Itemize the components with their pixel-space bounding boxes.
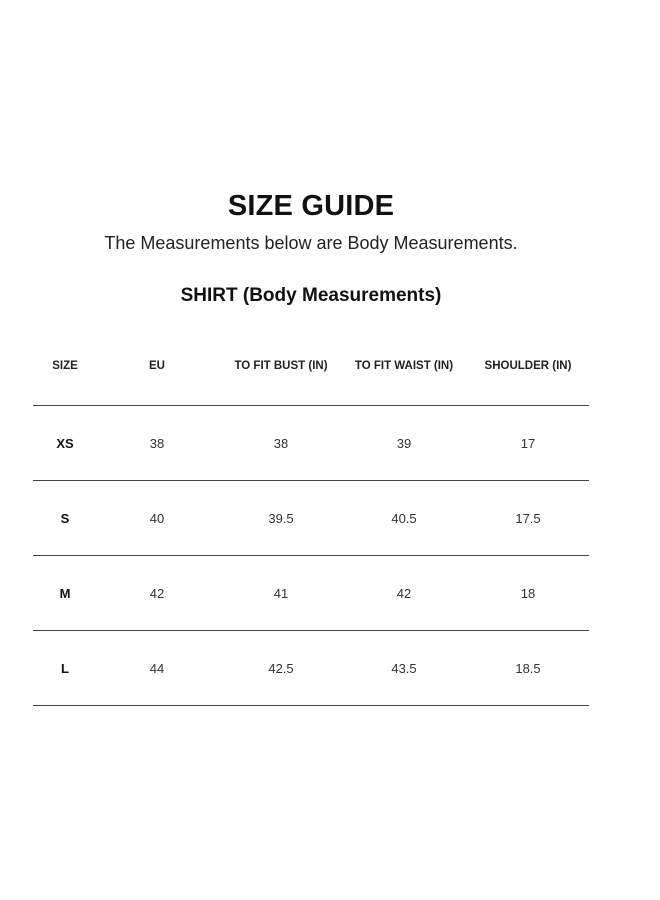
eu-cell: 42 <box>149 585 165 601</box>
table-row <box>33 481 589 556</box>
bust-cell: 42.5 <box>268 660 294 676</box>
size-cell: M <box>59 585 71 601</box>
waist-cell: 42 <box>396 585 412 601</box>
shoulder-cell: 18 <box>520 585 536 601</box>
page-title: SIZE GUIDE <box>227 190 395 222</box>
waist-cell: 40.5 <box>391 510 417 526</box>
header-eu: EU <box>149 360 165 372</box>
section-title: SHIRT (Body Measurements) <box>180 285 442 306</box>
table-row <box>33 631 589 706</box>
header-bust: TO FIT BUST (IN) <box>234 360 328 372</box>
waist-cell: 39 <box>396 435 412 451</box>
header-waist: TO FIT WAIST (IN) <box>354 360 454 372</box>
bust-cell: 41 <box>273 585 289 601</box>
shoulder-cell: 18.5 <box>515 660 541 676</box>
table-row <box>33 556 589 631</box>
header-size: SIZE <box>52 360 78 372</box>
size-table <box>33 330 589 706</box>
eu-cell: 38 <box>149 435 165 451</box>
page-subtitle: The Measurements below are Body Measurements. <box>104 233 518 253</box>
header-shoulder: SHOULDER (IN) <box>484 360 572 372</box>
table-row <box>33 406 589 481</box>
shoulder-cell: 17 <box>520 435 536 451</box>
waist-cell: 43.5 <box>391 660 417 676</box>
size-cell: L <box>61 660 69 676</box>
size-cell: S <box>60 510 70 526</box>
bust-cell: 39.5 <box>268 510 294 526</box>
table-header-row <box>33 330 589 406</box>
eu-cell: 40 <box>149 510 165 526</box>
eu-cell: 44 <box>149 660 165 676</box>
size-cell: XS <box>56 435 74 451</box>
bust-cell: 38 <box>273 435 289 451</box>
shoulder-cell: 17.5 <box>515 510 541 526</box>
